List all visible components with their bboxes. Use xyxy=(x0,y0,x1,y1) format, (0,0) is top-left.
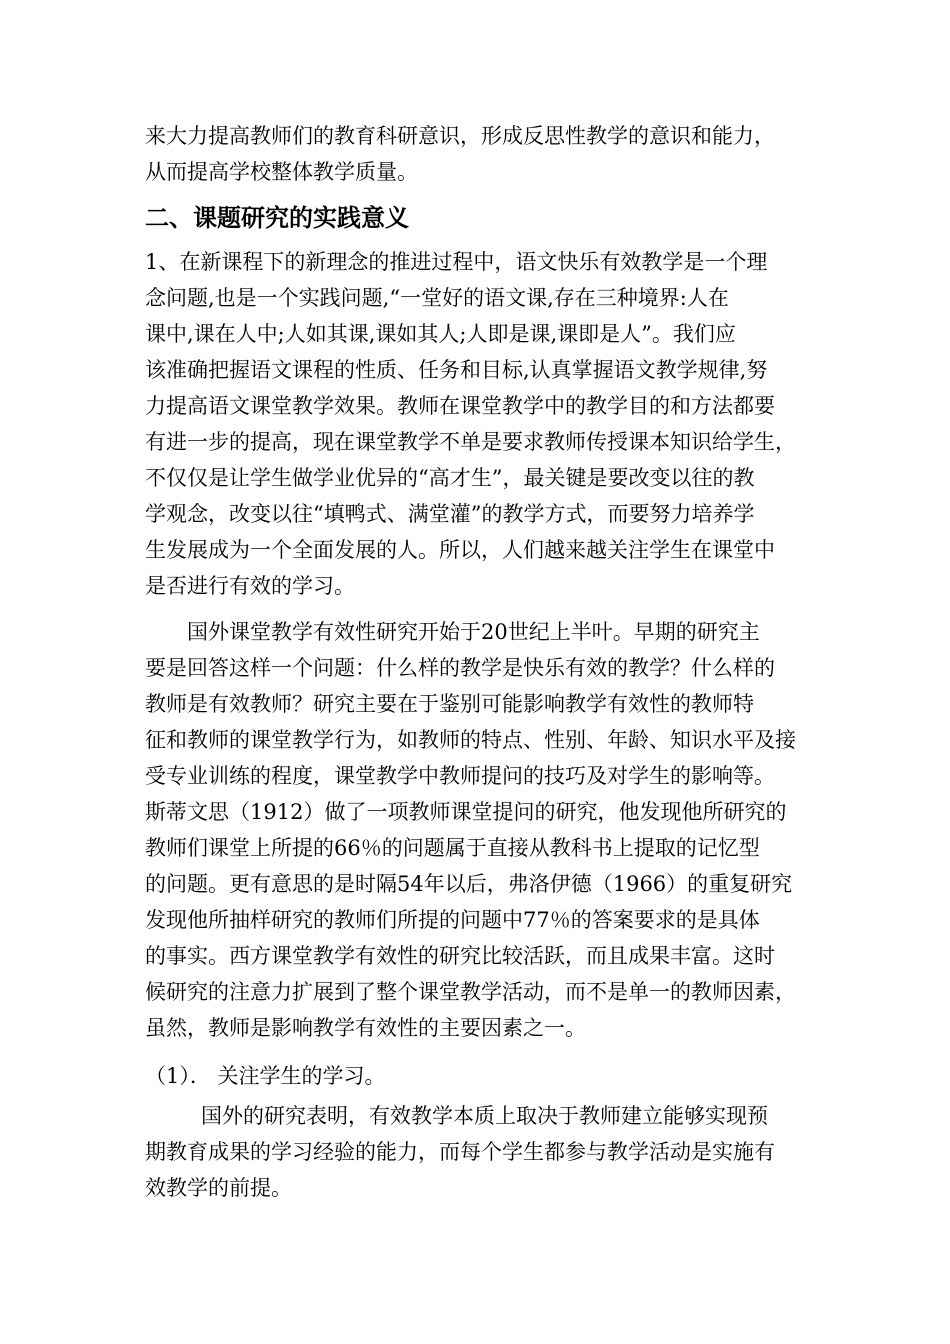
text-line: 发现他所抽样研究的教师们所提的问题中77％的答案要求的是具体 xyxy=(145,908,760,932)
text-line: 有进一步的提高，现在课堂教学不单是要求教师传授课本知识给学生， xyxy=(145,430,796,454)
text-line: 国外的研究表明，有效教学本质上取决于教师建立能够实现预 xyxy=(201,1104,768,1128)
text-line: 从而提高学校整体教学质量。 xyxy=(145,160,418,184)
text-line: 斯蒂文思（1912）做了一项教师课堂提问的研究，他发现他所研究的 xyxy=(145,800,787,824)
paragraph-3 xyxy=(145,1098,825,1206)
paragraph-2 xyxy=(145,614,825,1046)
item-heading: （1）． 关注学生的学习。 xyxy=(145,1064,386,1088)
text-line: 力提高语文课堂教学效果。教师在课堂教学中的教学目的和方法都要 xyxy=(145,394,775,418)
text-line: 效教学的前提。 xyxy=(145,1176,292,1200)
text-line: 受专业训练的程度，课堂教学中教师提问的技巧及对学生的影响等。 xyxy=(145,764,775,788)
section-heading: 二、课题研究的实践意义 xyxy=(145,204,409,232)
text-line: 念问题,也是一个实践问题,“一堂好的语文课,存在三种境界:人在 xyxy=(145,286,729,310)
text-line: 期教育成果的学习经验的能力，而每个学生都参与教学活动是实施有 xyxy=(145,1140,775,1164)
text-line: 该准确把握语文课程的性质、任务和目标,认真掌握语文教学规律,努 xyxy=(145,358,768,382)
text-line: 不仅仅是让学生做学业优异的“高才生”，最关键是要改变以往的教 xyxy=(145,466,755,490)
text-line: 的问题。更有意思的是时隔54年以后，弗洛伊德（1966）的重复研究 xyxy=(145,872,793,896)
text-line: 国外课堂教学有效性研究开始于20世纪上半叶。早期的研究主 xyxy=(187,620,760,644)
intro-paragraph xyxy=(145,118,825,190)
text-line: 候研究的注意力扩展到了整个课堂教学活动，而不是单一的教师因素， xyxy=(145,980,796,1004)
text-line: 教师是有效教师？研究主要在于鉴别可能影响教学有效性的教师特 xyxy=(145,692,754,716)
text-line: 的事实。西方课堂教学有效性的研究比较活跃，而且成果丰富。这时 xyxy=(145,944,775,968)
text-line: 教师们课堂上所提的66％的问题属于直接从教科书上提取的记忆型 xyxy=(145,836,760,860)
list-item-1 xyxy=(145,1058,825,1094)
text-line: 生发展成为一个全面发展的人。所以，人们越来越关注学生在课堂中 xyxy=(145,538,775,562)
text-line: 是否进行有效的学习。 xyxy=(145,574,355,598)
text-line: 课中,课在人中;人如其课,课如其人;人即是课,课即是人”。我们应 xyxy=(145,322,736,346)
text-line: 征和教师的课堂教学行为，如教师的特点、性别、年龄、知识水平及接 xyxy=(145,728,796,752)
text-line: 虽然，教师是影响教学有效性的主要因素之一。 xyxy=(145,1016,586,1040)
text-line: 来大力提高教师们的教育科研意识，形成反思性教学的意识和能力， xyxy=(145,124,775,148)
text-line: 1、在新课程下的新理念的推进过程中，语文快乐有效教学是一个理 xyxy=(145,250,768,274)
text-line: 学观念，改变以往“填鸭式、满堂灌”的教学方式，而要努力培养学 xyxy=(145,502,755,526)
paragraph-1 xyxy=(145,244,825,604)
text-line: 要是回答这样一个问题：什么样的教学是快乐有效的教学？什么样的 xyxy=(145,656,775,680)
